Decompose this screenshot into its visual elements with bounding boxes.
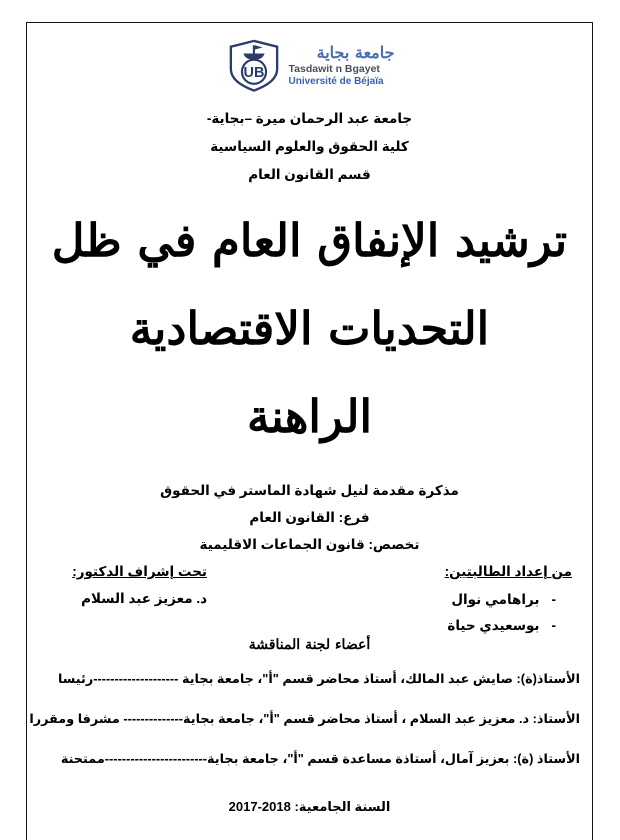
committee-heading: أعضاء لجنة المناقشة [248, 637, 371, 653]
thesis-title-line-2: التحديات الاقتصادية [129, 302, 490, 355]
dash-marker: - [551, 618, 556, 633]
student-name: براهامي نوال [451, 592, 540, 607]
logo-french-name: Université de Béjaïa [288, 76, 384, 88]
supervisor-name: د. معزيز عبد السلام [81, 591, 207, 606]
logo-text-block [289, 43, 395, 89]
list-item [445, 617, 556, 635]
thesis-title-line-1: ترشيد الإنفاق العام في ظل [51, 214, 568, 267]
university-logo [27, 39, 592, 93]
committee-member-row: الأستاذ (ة): بعزيز آمال، أستاذة مساعدة قسم "أ"، جامعة بجاية------------------------ممتحنة [60, 751, 580, 766]
list-item [445, 591, 556, 609]
committee-member-row: الأستاذ(ة): صايش عبد المالك، أستاذ محاضر قسم "أ"، جامعة بجاية --------------------رئيسا [57, 671, 580, 686]
faculty-name-line: كلية الحقوق والعلوم السياسية [210, 139, 409, 154]
institution-header [27, 105, 592, 189]
university-shield-icon [225, 39, 283, 93]
supervisor-column [61, 561, 207, 635]
thesis-branch-line: فرع: القانون العام [249, 510, 370, 525]
thesis-info-block [27, 477, 592, 558]
thesis-type-line: مذكرة مقدمة لنيل شهادة الماستر في الحقوق [160, 483, 459, 498]
logo-monogram: UB [243, 65, 264, 82]
thesis-title [27, 197, 592, 461]
student-name: بوسعيدي حياة [447, 618, 540, 633]
supervisor-heading: تحت إشراف الدكتور: [72, 564, 207, 579]
thesis-title-line-3: الراهنة [247, 390, 372, 443]
page-border-frame [26, 22, 593, 840]
dash-marker: - [551, 592, 556, 607]
department-name-line: قسم القانون العام [248, 167, 371, 182]
authors-heading: من إعداد الطالبتين: [444, 564, 572, 579]
logo-berber-name: Tasdawit n Bgayet [288, 63, 380, 76]
committee-member-row: الأستاذ: د. معزيز عبد السلام ، أستاذ محاضر قسم "أ"، جامعة بجاية-------------- مشرفا ومقررا [29, 711, 580, 726]
academic-year: السنة الجامعية: 2018-2017 [228, 799, 391, 814]
thesis-specialty-line: تخصص: قانون الجماعات الاقليمية [199, 537, 420, 552]
university-name-line: جامعة عبد الرحمان ميرة –بجاية- [206, 111, 413, 126]
logo-arabic-name: جامعة بجاية [316, 43, 395, 63]
authors-supervisor-row [27, 561, 592, 635]
committee-list [27, 659, 592, 779]
authors-column [445, 561, 572, 635]
